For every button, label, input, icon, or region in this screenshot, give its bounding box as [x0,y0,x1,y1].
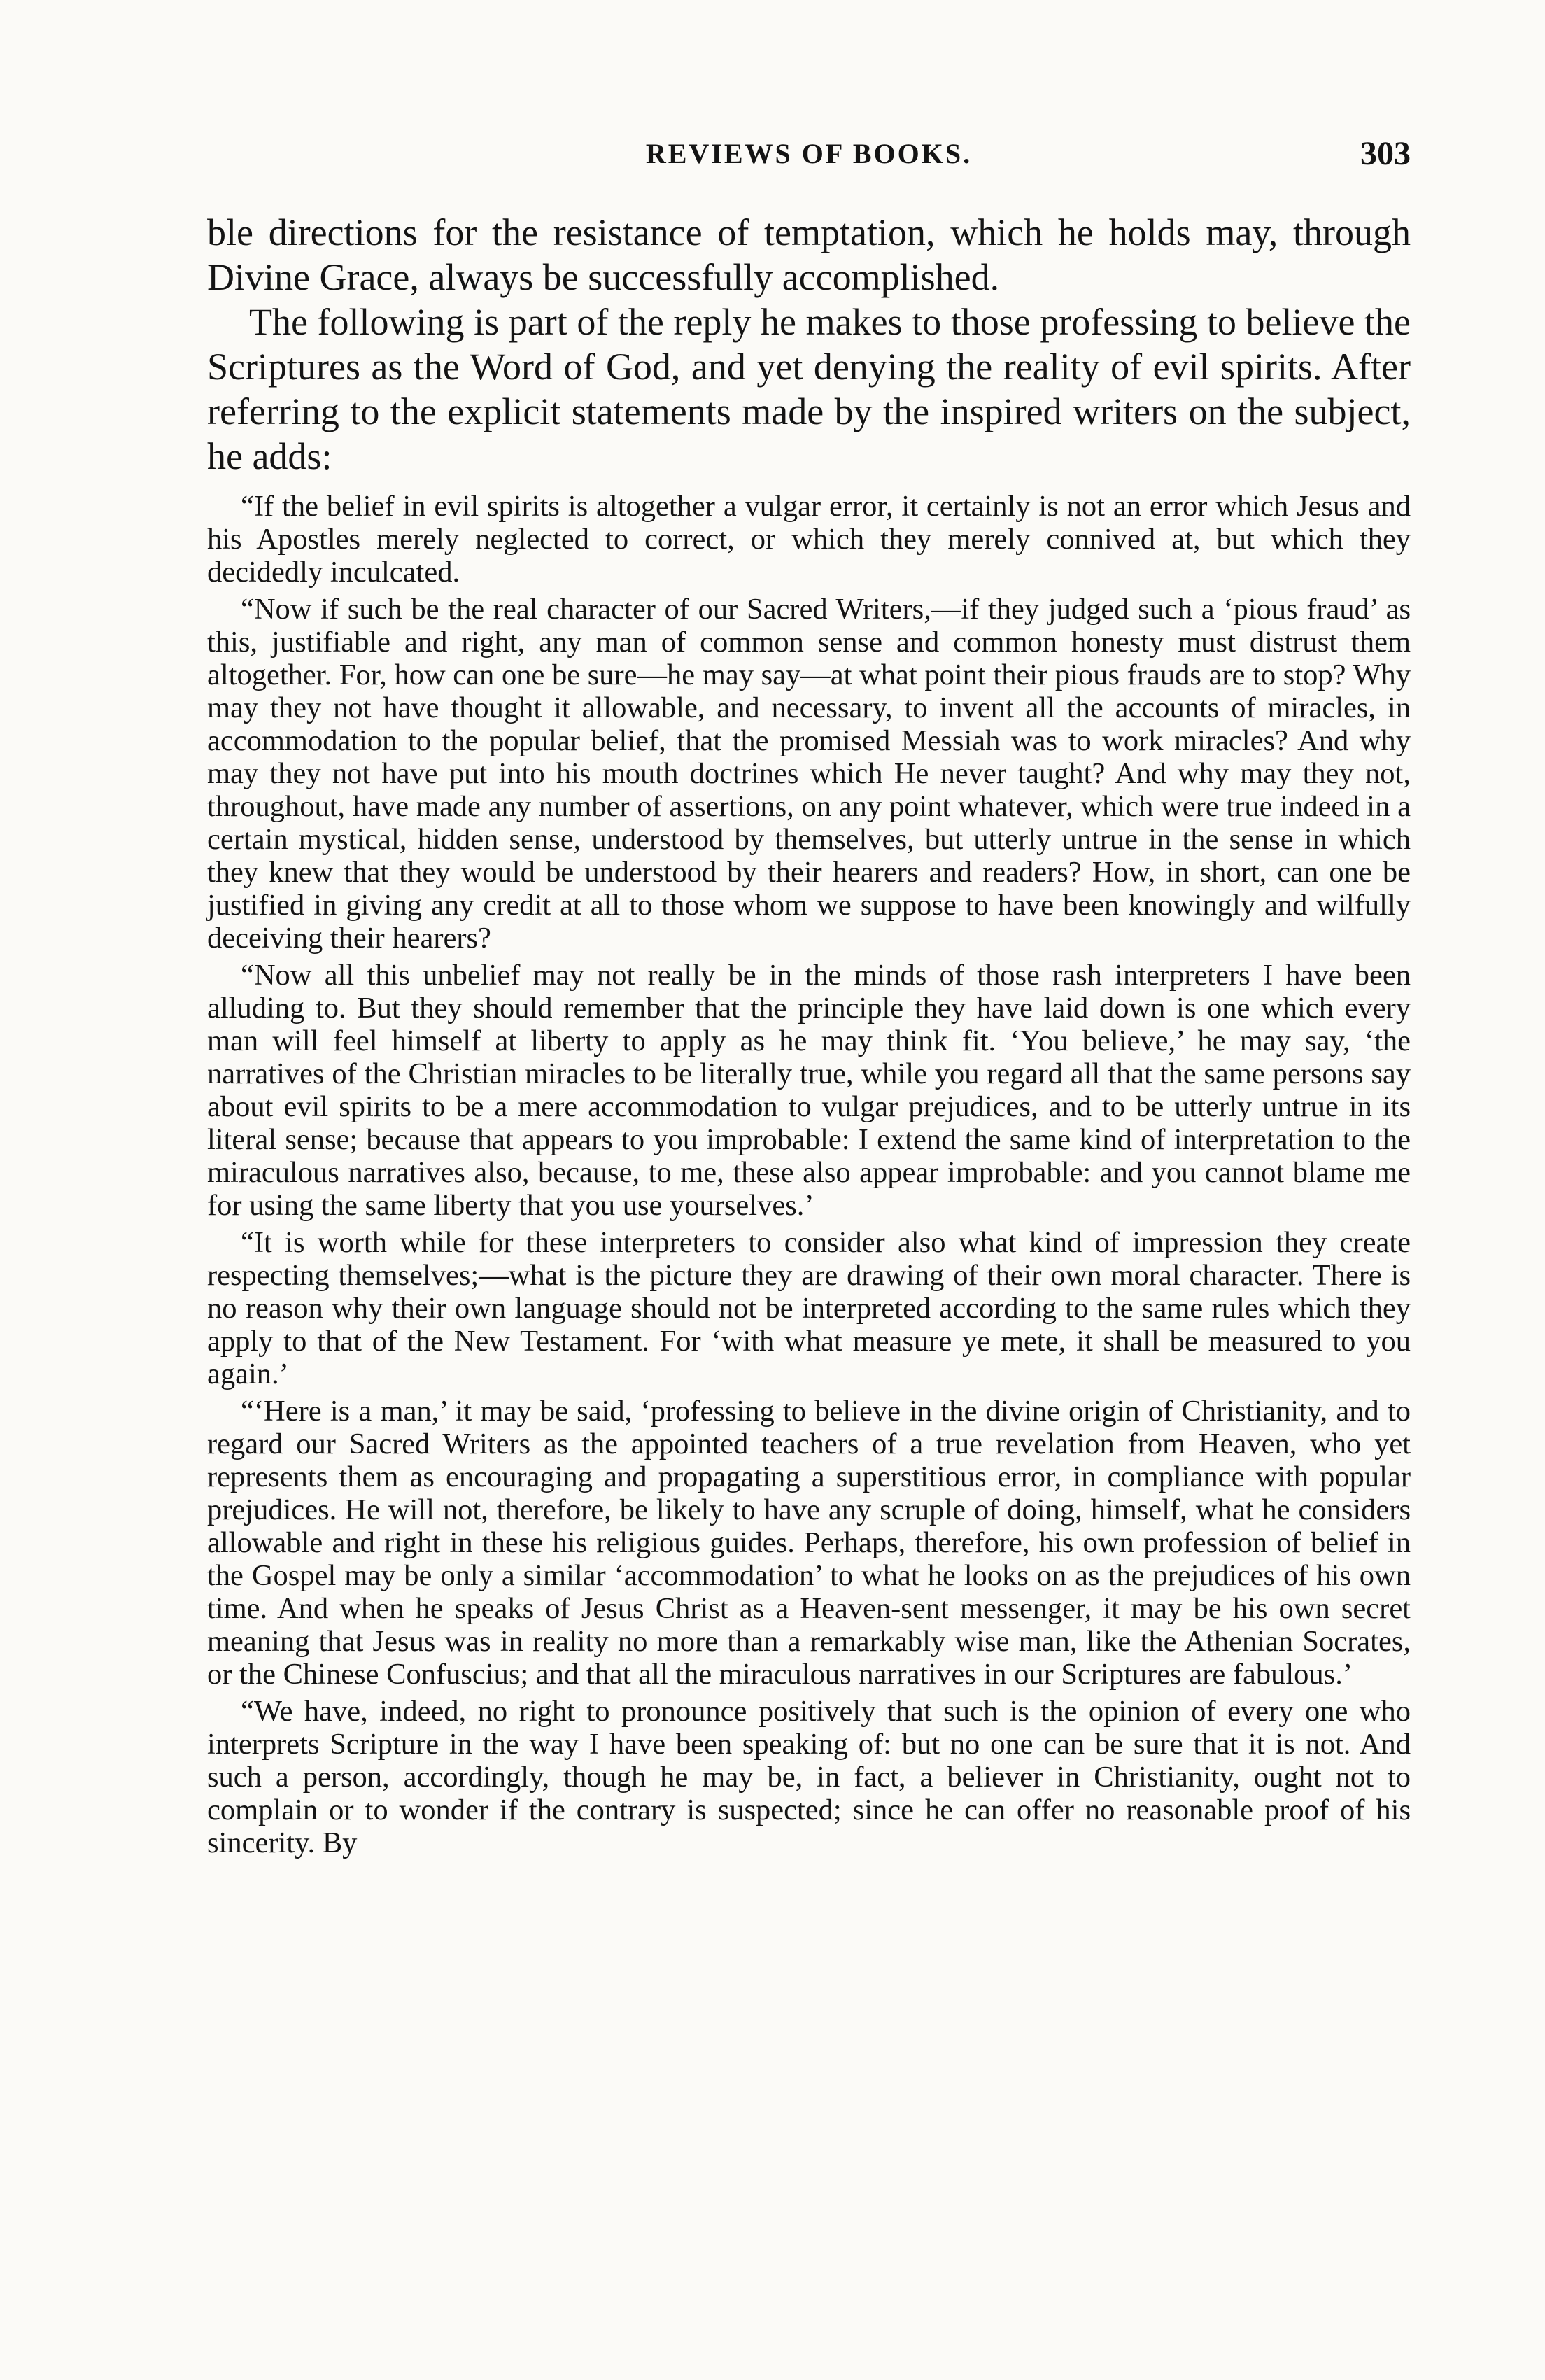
quote-paragraph: “‘Here is a man,’ it may be said, ‘professing to believe in the divine origin of Christianity, and to regard our Sacred Writers as the appointed teachers of a true revelation from Heaven, who yet represents them as encouraging and propagating a superstitious error, in compliance with popular prejudices. He will not, therefore, be likely to have any scruple of doing, himself, what he considers allowable and right in these his religious guides. Perhaps, therefore, his own profession of belief in the Gospel may be only a similar ‘accommodation’ to what he looks on as the prejudices of his own time. And when he speaks of Jesus Christ as a Heaven-sent messenger, it may be his own secret meaning that Jesus was in reality no more than a remarkably wise man, like the Athenian Socrates, or the Chinese Confuscius; and that all the miraculous narratives in our Scriptures are fabulous.’ [207,1395,1411,1691]
block-quotation [207,490,1411,1859]
quote-paragraph: “Now if such be the real character of our Sacred Writers,—if they judged such a ‘pious fraud’ as this, justifiable and right, any man of common sense and common honesty must distrust them altogether. For, how can one be sure—he may say—at what point their pious frauds are to stop? Why may they not have thought it allowable, and necessary, to invent all the accounts of miracles, in accommodation to the popular belief, that the promised Messiah was to work miracles? And why may they not have put into his mouth doctrines which He never taught? And why may they not, throughout, have made any number of assertions, on any point whatever, which were true indeed in a certain mystical, hidden sense, understood by themselves, but utterly untrue in the sense in which they knew that they would be understood by their hearers and readers? How, in short, can one be justified in giving any credit at all to those whom we suppose to have been knowingly and wilfully deceiving their hearers? [207,593,1411,955]
intro-text [207,210,1411,479]
page-number: 303 [1360,135,1411,172]
running-head: REVIEWS OF BOOKS. [645,138,973,169]
intro-paragraph: The following is part of the reply he makes to those professing to believe the Scriptures as the Word of God, and yet denying the reality of evil spirits. After referring to the explicit statements made by the inspired writers on the subject, he adds: [207,301,1411,477]
quote-paragraph: “If the belief in evil spirits is altogether a vulgar error, it certainly is not an error which Jesus and his Apostles merely neglected to correct, or which they merely connived at, but which they decidedly inculcated. [207,490,1411,589]
quote-paragraph: “Now all this unbelief may not really be in the minds of those rash interpreters I have been alluding to. But they should remember that the principle they have laid down is one which every man will feel himself at liberty to apply as he may think fit. ‘You believe,’ he may say, ‘the narratives of the Christian miracles to be literally true, while you regard all that the same persons say about evil spirits to be a mere accommodation to vulgar prejudices, and to be utterly untrue in its literal sense; because that appears to you improbable: I extend the same kind of interpretation to the miraculous narratives also, because, to me, these also appear improbable: and you cannot blame me for using the same liberty that you use yourselves.’ [207,959,1411,1222]
page-header [207,137,1411,193]
intro-paragraph: ble directions for the resistance of temptation, which he holds may, through Divine Grace, always be successfully accomplished. [207,211,1411,298]
quote-paragraph: “It is worth while for these interpreters to consider also what kind of impression they create respecting themselves;—what is the picture they are drawing of their own moral character. There is no reason why their own language should not be interpreted according to the same rules which they apply to that of the New Testament. For ‘with what measure ye mete, it shall be measured to you again.’ [207,1226,1411,1390]
quote-paragraph: “We have, indeed, no right to pronounce positively that such is the opinion of every one who interprets Scripture in the way I have been speaking of: but no one can be sure that it is not. And such a person, accordingly, though he may be, in fact, a believer in Christianity, ought not to complain or to wonder if the contrary is suspected; since he can offer no reasonable proof of his sincerity. By [207,1695,1411,1859]
